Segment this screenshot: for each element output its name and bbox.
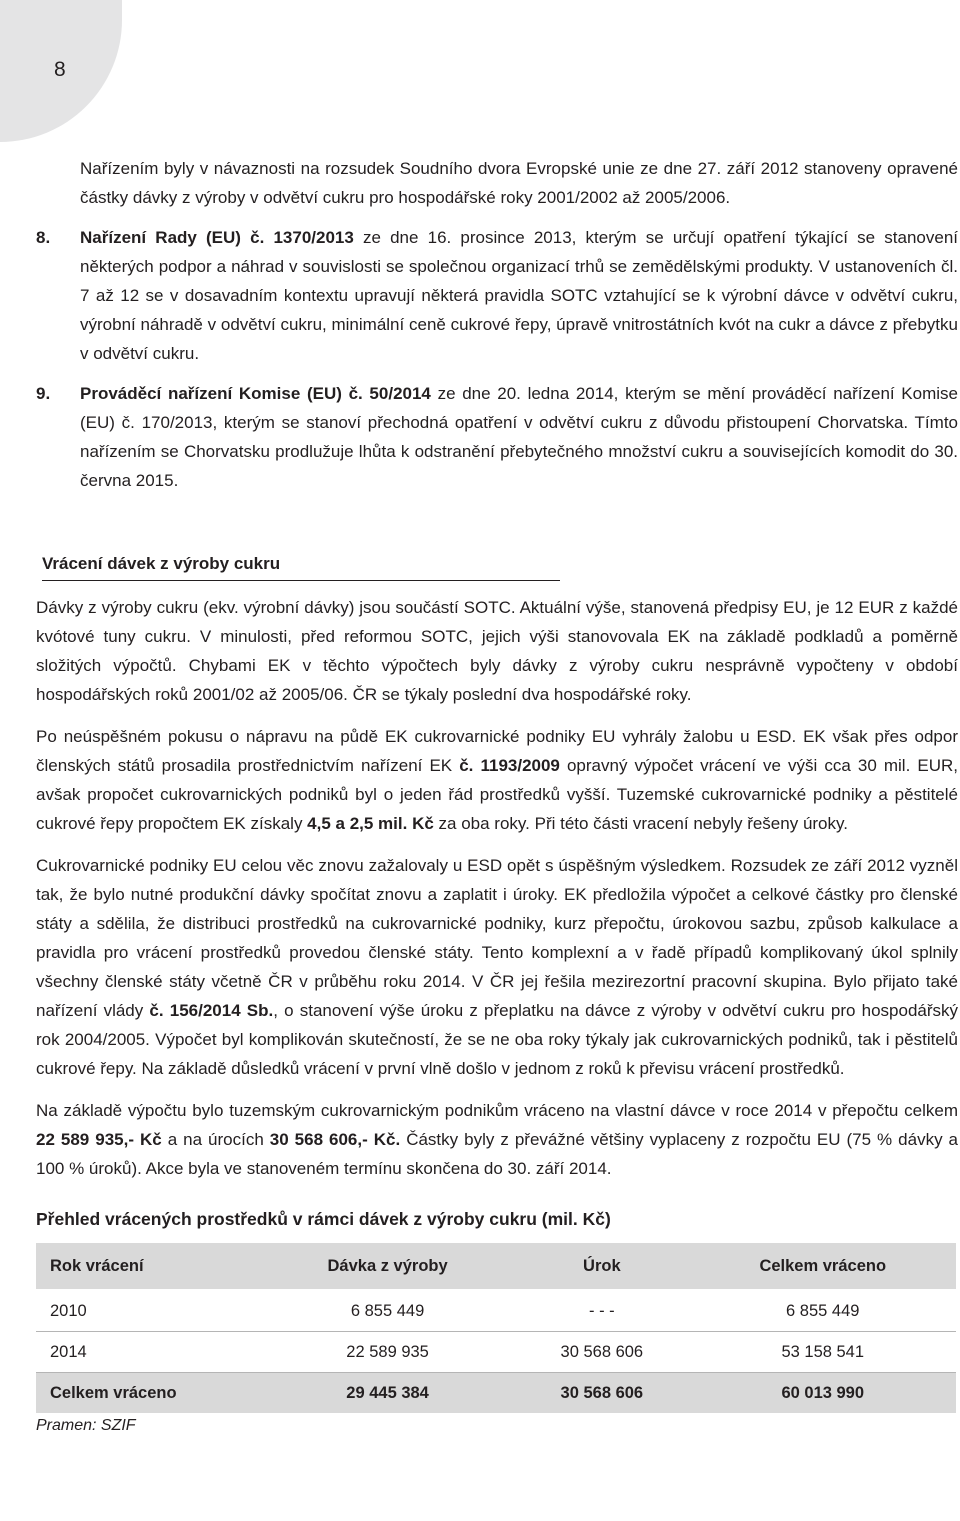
table-cell: 60 013 990 bbox=[690, 1373, 957, 1414]
paragraph bbox=[36, 851, 958, 1083]
page-number: 8 bbox=[54, 58, 66, 81]
paragraph: Dávky z výroby cukru (ekv. výrobní dávky) jsou součástí SOTC. Aktuální výše, stanovená předpisy EU, je 12 EUR z každé kvótové tuny cukru. V minulosti, před reformou SOTC, jejich výši stanovovala EK na základě podkladů a poměrně složitých výpočtů. Chybami EK v těchto výpočtech byly dávky z výroby cukru nesprávně vypočteny v období hospodářských roků 2001/02 až 2005/06. ČR se týkaly poslední dva hospodářské roky. bbox=[36, 598, 958, 704]
amount-highlight: 22 589 935,- Kč bbox=[36, 1130, 162, 1149]
table-row bbox=[36, 1332, 956, 1373]
intro-paragraph: Nařízením byly v návaznosti na rozsudek Soudního dvora Evropské unie ze dne 27. září 2012 stanoveny opravené částky dávky z výroby v odvětví cukru pro hospodářské roky 2001/2002 až 2005/2006. bbox=[80, 159, 958, 207]
column-header: Dávka z výroby bbox=[261, 1243, 514, 1290]
column-header: Úrok bbox=[514, 1243, 689, 1290]
paragraph bbox=[36, 722, 958, 838]
table-row bbox=[36, 1290, 956, 1332]
amount-highlight: 4,5 a 2,5 mil. Kč bbox=[307, 814, 434, 833]
list-item-text: ze dne 20. ledna 2014, kterým se mění prováděcí nařízení Komise (EU) č. 170/2013, kterým se stanoví přechodná opatření v odvětví cukru z důvodu přistoupení Chorvatska. Tímto nařízením se Chorvatsku prodlužuje lhůta k odstranění přebytečného množství cukru a souvisejících komodit do 30. června 2015. bbox=[80, 384, 958, 490]
table-cell: 6 855 449 bbox=[690, 1290, 957, 1332]
table-cell: 2010 bbox=[36, 1290, 261, 1332]
table-header-row bbox=[36, 1243, 956, 1290]
list-item-number: 9. bbox=[36, 384, 51, 403]
regulation-ref: č. 156/2014 Sb. bbox=[149, 1001, 274, 1020]
paragraph-text: Po neúspěšném pokusu o nápravu na půdě EK cukrovarnické podniky EU vyhrály žalobu u ESD. EK však přes odpor členských států prosadila prostřednictvím nařízení EK bbox=[36, 727, 958, 775]
paragraph-text: Částky byly z převážné většiny vyplaceny z rozpočtu EU (75 % dávky a 100 % úroků). Akce byla ve stanoveném termínu skončena do 30. září 2014. bbox=[36, 1130, 959, 1178]
column-header: Rok vrácení bbox=[36, 1243, 261, 1290]
paragraph bbox=[36, 1096, 958, 1183]
table-total-row bbox=[36, 1373, 956, 1414]
list-item bbox=[36, 223, 958, 368]
paragraph-text: opravný výpočet vrácení ve výši cca 30 mil. EUR, avšak propočet cukrovarnických podniků byl o jeden řád prostředků vyšší. Tuzemské cukrovarnické podniky a pěstitelé cukrové řepy propočtem EK získaly bbox=[36, 756, 958, 833]
table-source: Pramen: SZIF bbox=[36, 1417, 136, 1434]
list-item-number: 8. bbox=[36, 228, 51, 247]
table-cell: - - - bbox=[514, 1290, 689, 1332]
paragraph-text: Cukrovarnické podniky EU celou věc znovu zažalovaly u ESD opět s úspěšným výsledkem. Rozsudek ze září 2012 vyzněl tak, že bylo nutné produkční dávky spočítat znovu a zaplatit i úroky. EK předložila výpočet a celkové částky pro členské státy a sdělila, že distribuci prostředků na cukrovarnické podniky, kurz přepočtu, úrokovou sazbu, způsob kalkulace a pravidla pro vrácení prostředků provedou členské státy. Tento komplexní a v řadě případů komplikovaný úkol splnily všechny členské státy včetně ČR v průběhu roku 2014. V ČR jej řešila mezirezortní pracovní skupina. Bylo přijato také nařízení vlády bbox=[36, 856, 958, 1020]
paragraph-text: a na úrocích bbox=[161, 1130, 270, 1149]
table-title: Přehled vrácených prostředků v rámci dávek z výroby cukru (mil. Kč) bbox=[36, 1209, 611, 1229]
table-cell: 30 568 606 bbox=[514, 1332, 689, 1373]
paragraph-text: Na základě výpočtu bylo tuzemským cukrovarnickým podnikům vráceno na vlastní dávce v roce 2014 v přepočtu celkem bbox=[36, 1101, 958, 1120]
table-cell: 30 568 606 bbox=[514, 1373, 689, 1414]
page-content bbox=[36, 154, 958, 1437]
list-item-text: ze dne 16. prosince 2013, kterým se určují opatření týkající se stanovení některých podpor a náhrad v souvislosti se společnou organizací trhů se zemědělskými produkty. V ustanoveních čl. 7 až 12 se v dosavadním kontextu upravují některá pravidla SOTC vztahující se k výrobní dávce v odvětví cukru, výrobní náhradě v odvětví cukru, minimální ceně cukrové řepy, úpravě vnitrostátních kvót na cukr a dávce z přebytku v odvětví cukru. bbox=[80, 228, 958, 363]
table-cell: 29 445 384 bbox=[261, 1373, 514, 1414]
regulation-title: Nařízení Rady (EU) č. 1370/2013 bbox=[80, 228, 354, 247]
paragraph-text: , o stanovení výše úroku z přeplatku na dávce z výroby v odvětví cukru pro hospodářský rok 2004/2005. Výpočet byl komplikován skutečností, že se ne oba roky týkaly jak cukrovarnických podniků, tak i pěstitelů cukrové řepy. Na základě důsledků vrácení v první vlně došlo v jednom z roků k převisu vrácení prostředků. bbox=[36, 1001, 959, 1078]
table-cell: 22 589 935 bbox=[261, 1332, 514, 1373]
regulation-ref: č. 1193/2009 bbox=[459, 756, 560, 775]
table-cell: 53 158 541 bbox=[690, 1332, 957, 1373]
section-heading: Vrácení dávek z výroby cukru bbox=[42, 552, 560, 581]
refund-table bbox=[36, 1243, 956, 1413]
regulation-title: Prováděcí nařízení Komise (EU) č. 50/2014 bbox=[80, 384, 431, 403]
table-cell: 6 855 449 bbox=[261, 1290, 514, 1332]
table-cell: Celkem vráceno bbox=[36, 1373, 261, 1414]
amount-highlight: 30 568 606,- Kč. bbox=[269, 1130, 401, 1149]
column-header: Celkem vráceno bbox=[690, 1243, 957, 1290]
paragraph-text: za oba roky. Při této části vracení nebyly řešeny úroky. bbox=[433, 814, 848, 833]
list-item bbox=[36, 379, 958, 495]
table-cell: 2014 bbox=[36, 1332, 261, 1373]
